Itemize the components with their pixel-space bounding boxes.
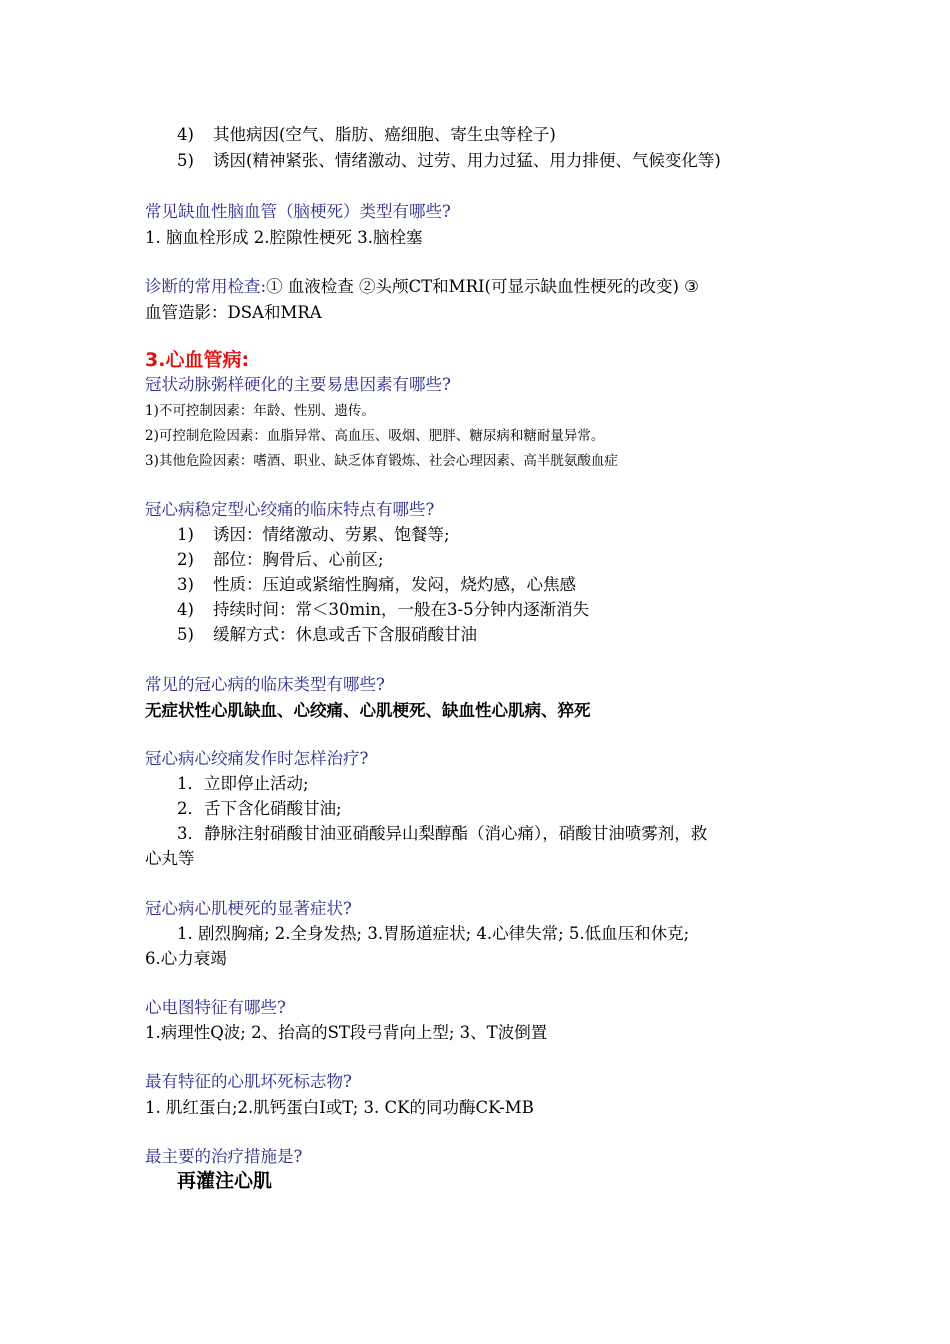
list-text: 缓解方式：休息或舌下含服硝酸甘油 (213, 625, 477, 644)
chd-types-question: 常见的冠心病的临床类型有哪些? (145, 675, 385, 694)
cause-item-5 (177, 150, 721, 172)
stroke-types-question: 常见缺血性脑血管（脑梗死）类型有哪些? (145, 202, 451, 221)
diagnosis-line-1 (145, 276, 699, 298)
mi-symptoms-line-1: 1. 剧烈胸痛; 2.全身发热; 3.胃肠道症状; 4.心律失常; 5.低血压和休克; (177, 924, 690, 943)
treatment-continuation: 心丸等 (145, 849, 195, 868)
main-treatment-answer: 再灌注心肌 (177, 1170, 273, 1192)
list-text: 部位：胸骨后、心前区; (213, 550, 384, 569)
angina-item (177, 624, 477, 646)
angina-item (177, 599, 589, 621)
risk-factors-question: 冠状动脉粥样硬化的主要易患因素有哪些? (145, 375, 451, 394)
stroke-types-answer: 1. 脑血栓形成 2.腔隙性梗死 3.脑栓塞 (145, 228, 423, 247)
risk-factor-item: 1)不可控制因素：年龄、性别、遗传。 (145, 403, 375, 419)
markers-answer: 1. 肌红蛋白;2.肌钙蛋白I或T; 3. CK的同功酶CK-MB (145, 1098, 534, 1117)
diagnosis-label: 诊断的常用检查: (145, 277, 267, 296)
treatment-item: 3．静脉注射硝酸甘油亚硝酸异山梨醇酯（消心痛），硝酸甘油喷雾剂，救 (177, 824, 708, 843)
mi-symptoms-question: 冠心病心肌梗死的显著症状? (145, 899, 352, 918)
list-number: 4) (177, 125, 194, 144)
list-text: 性质：压迫或紧缩性胸痛，发闷，烧灼感，心焦感 (213, 575, 576, 594)
list-number: 4) (177, 600, 194, 619)
angina-question: 冠心病稳定型心绞痛的临床特点有哪些? (145, 500, 435, 519)
list-number: 3) (177, 575, 194, 594)
list-text: 诱因(精神紧张、情绪激动、过劳、用力过猛、用力排便、气候变化等) (213, 151, 721, 170)
mi-symptoms-line-2: 6.心力衰竭 (145, 949, 227, 968)
diagnosis-text: ① 血液检查 ②头颅CT和MRI(可显示缺血性梗死的改变) ③ (266, 277, 699, 296)
main-treatment-question: 最主要的治疗措施是? (145, 1147, 303, 1166)
section-heading: 3.心血管病: (145, 349, 250, 371)
cause-item-4 (177, 124, 556, 146)
markers-question: 最有特征的心肌坏死标志物? (145, 1072, 352, 1091)
list-number: 1) (177, 525, 194, 544)
ecg-question: 心电图特征有哪些? (145, 998, 286, 1017)
diagnosis-line-2: 血管造影：DSA和MRA (145, 303, 322, 322)
angina-item (177, 574, 576, 596)
risk-factor-item: 3)其他危险因素：嗜酒、职业、缺乏体育锻炼、社会心理因素、高半胱氨酸血症 (145, 453, 618, 469)
treatment-item: 1．立即停止活动; (177, 774, 309, 793)
treatment-item: 2．舌下含化硝酸甘油; (177, 799, 342, 818)
chd-types-answer: 无症状性心肌缺血、心绞痛、心肌梗死、缺血性心肌病、猝死 (145, 701, 591, 720)
angina-item (177, 549, 384, 571)
list-text: 其他病因(空气、脂肪、癌细胞、寄生虫等栓子) (213, 125, 556, 144)
risk-factor-item: 2)可控制危险因素：血脂异常、高血压、吸烟、肥胖、糖尿病和糖耐量异常。 (145, 428, 605, 444)
list-number: 5) (177, 625, 194, 644)
list-text: 诱因：情绪激动、劳累、饱餐等; (213, 525, 450, 544)
list-number: 5) (177, 151, 194, 170)
list-number: 2) (177, 550, 194, 569)
list-text: 持续时间：常＜30min，一般在3-5分钟内逐渐消失 (213, 600, 590, 619)
angina-item (177, 524, 450, 546)
angina-treatment-question: 冠心病心绞痛发作时怎样治疗? (145, 749, 369, 768)
ecg-answer: 1.病理性Q波; 2、抬高的ST段弓背向上型; 3、T波倒置 (145, 1023, 548, 1042)
